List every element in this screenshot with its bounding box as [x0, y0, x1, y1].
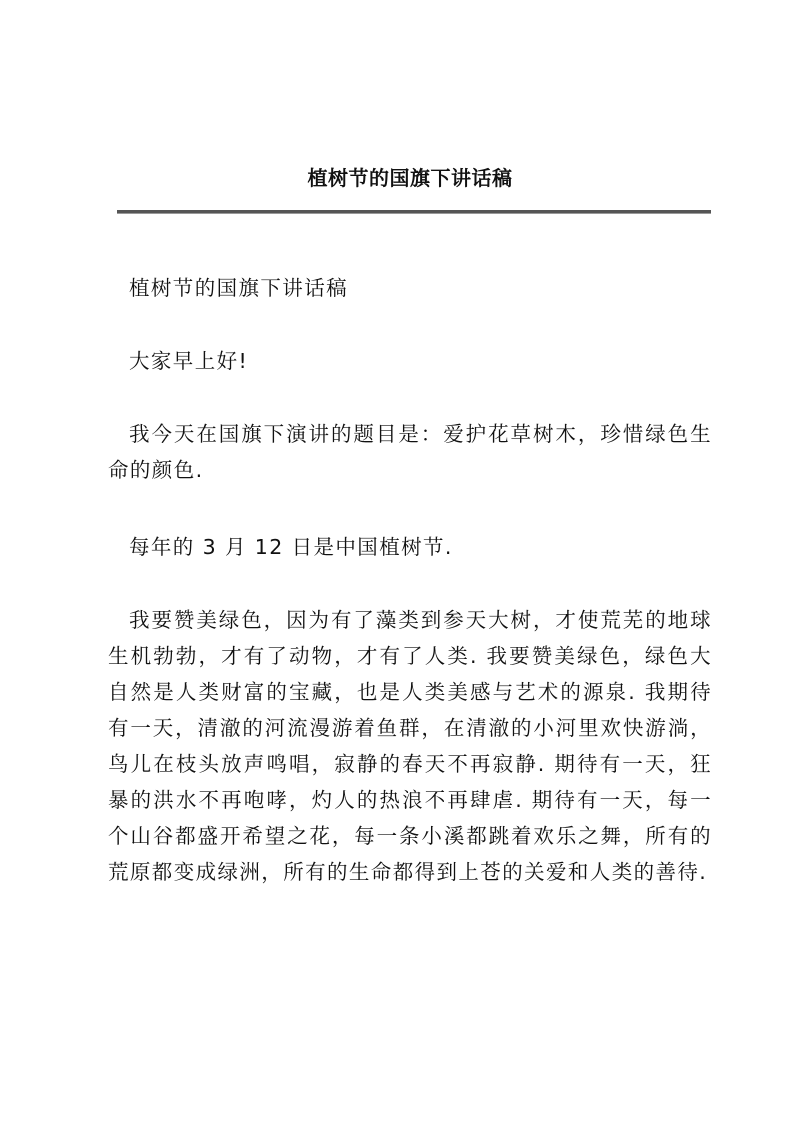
paragraph-date: 每年的 3 月 12 日是中国植树节. [129, 535, 453, 559]
document-title: 植树节的国旗下讲话稿 [307, 166, 513, 190]
paragraph-body: 我要赞美绿色，因为有了藻类到参天大树，才使荒芜的地球生机勃勃，才有了动物，才有了人类. 我要赞美绿色，绿色大自然是人类财富的宝藏，也是人类美感与艺术的源泉. 我期待有一天，清澈的河流漫游着鱼群，在清澈的小河里欢快游淌，鸟儿在枝头放声鸣唱，寂静的春天不再寂静. 期待有一天，狂暴的洪水不再咆哮，灼人的热浪不再肆虐. 期待有一天，每一个山谷都盛开希望之花，每一条小溪都跳着欢乐之舞，所有的荒原都变成绿洲，所有的生命都得到上苍的关爱和人类的善待. [108, 608, 712, 884]
paragraph-greeting: 大家早上好! [129, 349, 249, 373]
title-divider [117, 210, 711, 214]
document-body [108, 270, 712, 890]
paragraph-topic: 我今天在国旗下演讲的题目是：爱护花草树木，珍惜绿色生命的颜色. [108, 422, 712, 482]
paragraph-heading: 植树节的国旗下讲话稿 [129, 276, 348, 300]
